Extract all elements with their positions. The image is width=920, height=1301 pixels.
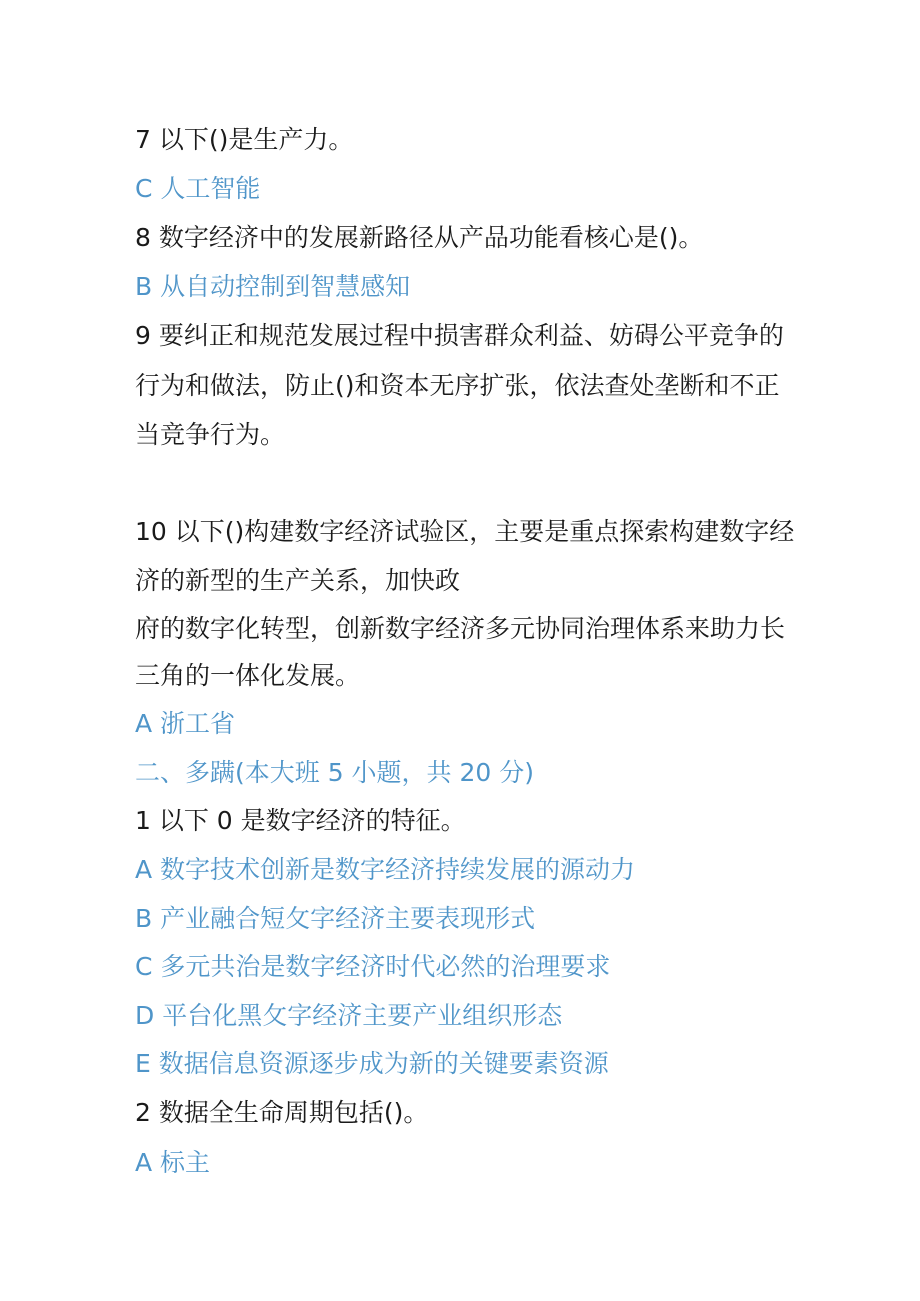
- answer-8: B 从自动控制到智慧感知: [135, 272, 411, 301]
- question-10-line-1: 10 以下()构建数字经济试验区，主要是重点探索构建数字经: [135, 517, 795, 546]
- answer-7: C 人工智能: [135, 174, 261, 203]
- mc-answer-1-d: D 平台化黑攵字经济主要产业组织形态: [135, 1001, 563, 1030]
- question-10-line-2: 济的新型的生产关系，加快政: [135, 566, 461, 595]
- answer-10: A 浙工省: [135, 709, 236, 738]
- question-9-line-3: 当竞争行为。: [135, 420, 286, 449]
- mc-answer-1-e: E 数据信息资源逐步成为新的关键要素资源: [135, 1049, 609, 1078]
- question-10-line-3: 府的数字化转型，创新数字经济多元协同治理体系来助力长: [135, 614, 786, 643]
- mc-answer-1-a: A 数字技术创新是数字经济持续发展的源动力: [135, 855, 636, 884]
- section-heading: 二、多蹒(本大班 5 小题，共 20 分): [135, 758, 535, 787]
- question-7: 7 以下()是生产力。: [135, 125, 354, 154]
- question-10-line-4: 三角的一体化发展。: [135, 661, 361, 690]
- mc-answer-1-c: C 多元共治是数字经济时代必然的治理要求: [135, 952, 611, 981]
- mc-answer-1-b: B 产业融合短攵字经济主要表现形式: [135, 904, 536, 933]
- mc-question-1: 1 以下 0 是数字经济的特征。: [135, 806, 466, 835]
- question-9-line-1: 9 要纠正和规范发展过程中损害群众利益、妨碍公平竞争的: [135, 321, 784, 350]
- mc-answer-2-a: A 标主: [135, 1148, 211, 1177]
- mc-question-2: 2 数据全生命周期包括()。: [135, 1098, 429, 1127]
- question-9-line-2: 行为和做法，防止()和资本无序扩张，依法查处垄断和不正: [135, 371, 780, 400]
- question-8: 8 数字经济中的发展新路径从产品功能看核心是()。: [135, 223, 704, 252]
